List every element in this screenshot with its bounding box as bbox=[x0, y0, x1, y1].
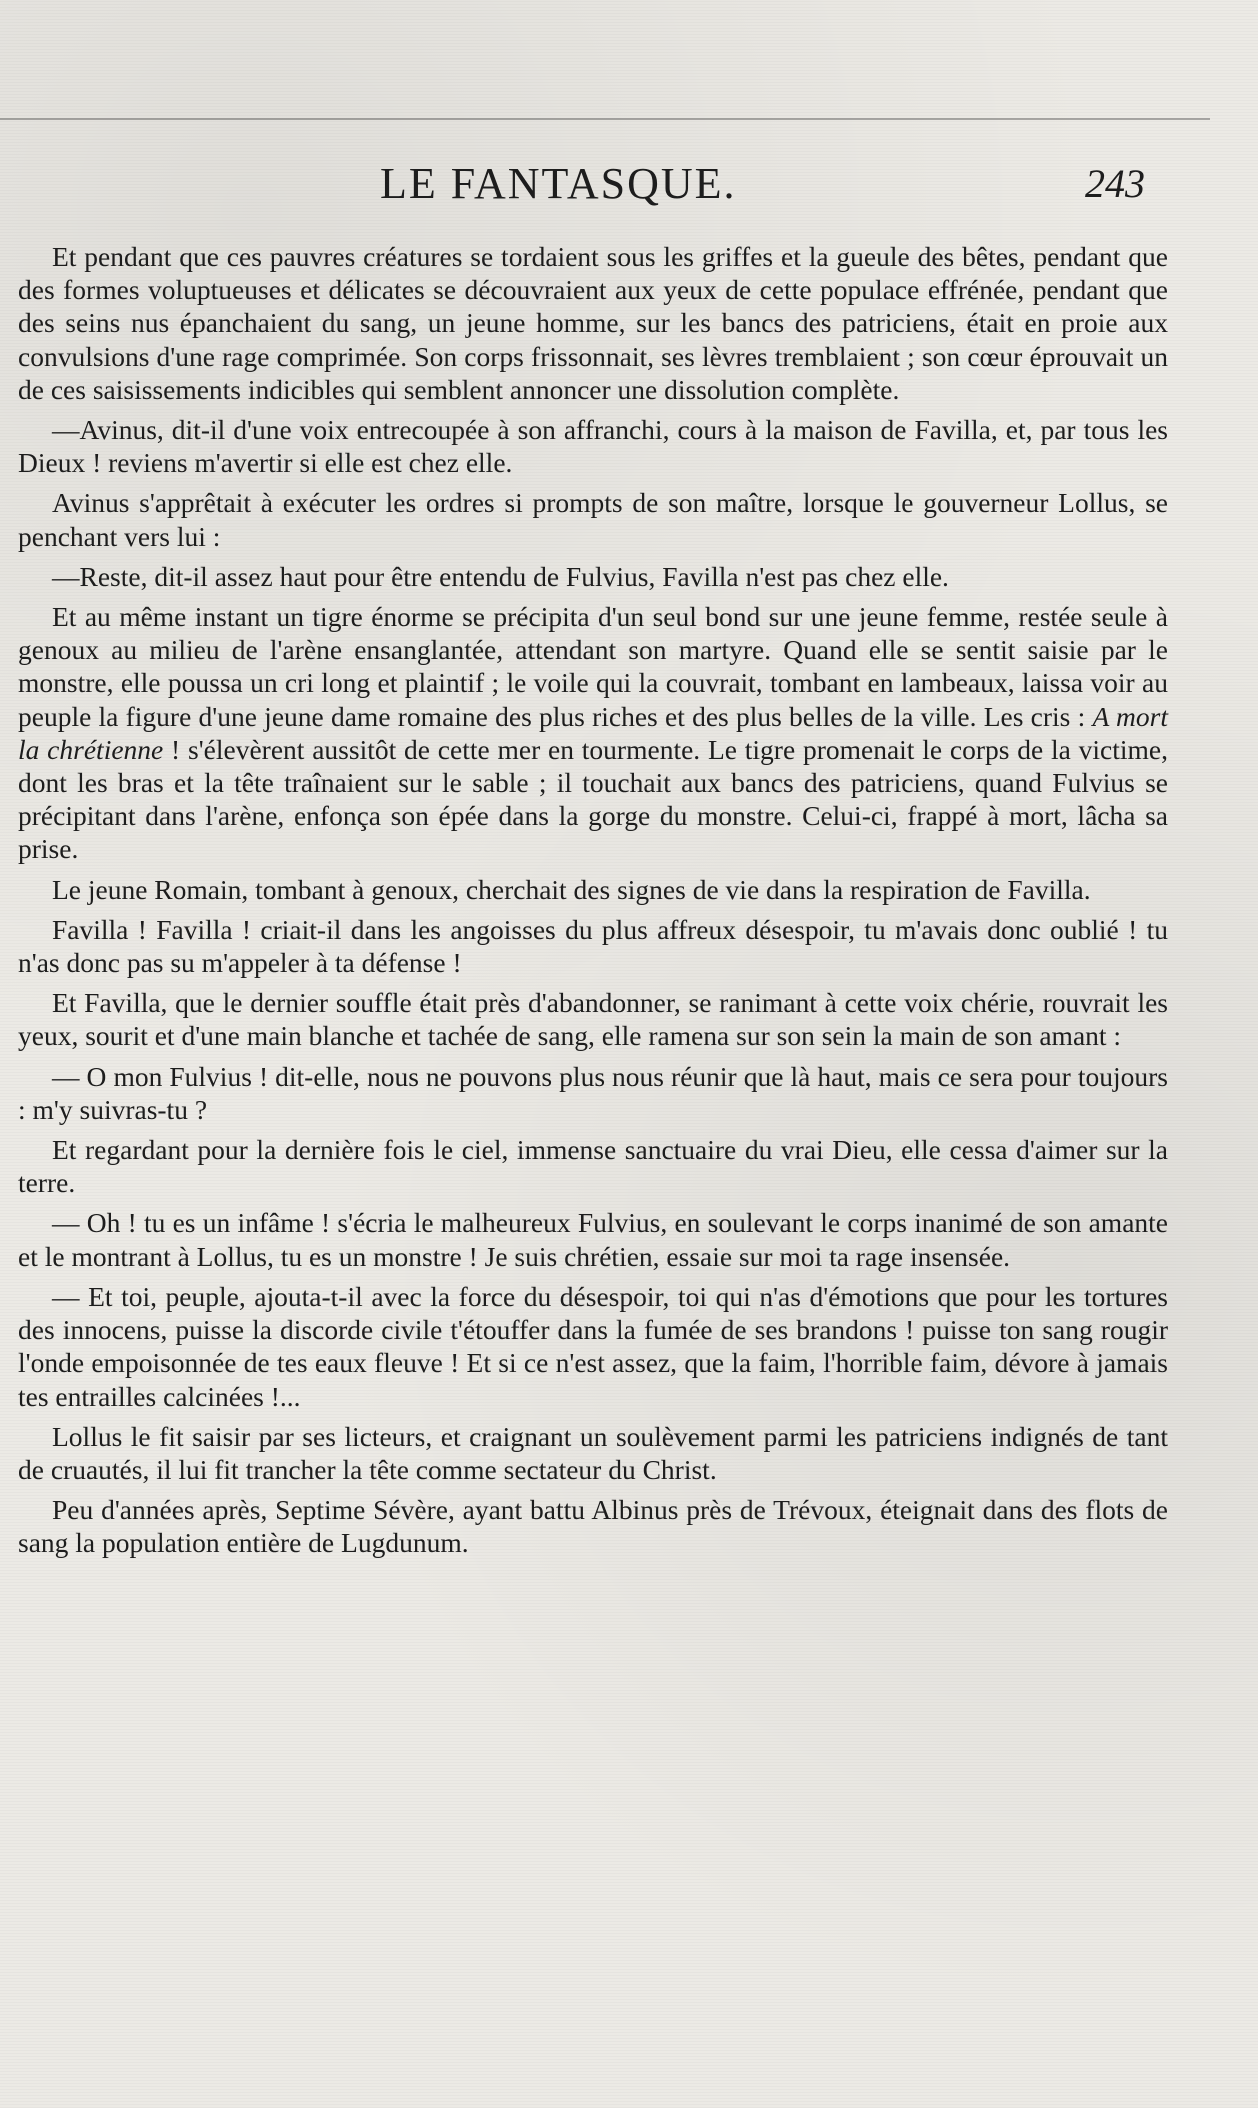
paragraph-5 bbox=[18, 600, 1168, 866]
paragraph-10: Et regardant pour la dernière fois le ciel, immense sanctuaire du vrai Dieu, elle cessa d'aimer sur la terre. bbox=[18, 1134, 1168, 1199]
paragraph-13: Lollus le fit saisir par ses licteurs, et craignant un soulèvement parmi les patriciens indignés de tant de cruautés, il lui fit trancher la tête comme sectateur du Christ. bbox=[18, 1420, 1168, 1485]
paragraph-14: Peu d'années après, Septime Sévère, ayant battu Albinus près de Trévoux, éteignait dans des flots de sang la population entière de Lugdunum. bbox=[18, 1494, 1168, 1559]
paragraph-8: Et Favilla, que le dernier souffle était près d'abandonner, se ranimant à cette voix chérie, rouvrait les yeux, sourit et d'une main blanche et tachée de sang, elle ramena sur son sein la main de son amant : bbox=[18, 987, 1168, 1052]
top-rule bbox=[0, 118, 1210, 120]
page-number: 243 bbox=[1085, 161, 1145, 206]
paragraph-5-end: ! s'élevèrent aussitôt de cette mer en tourmente. Le tigre promenait le corps de la victime, dont les bras et la tête traînaient sur le sable ; il touchait aux bancs des patriciens, quand Fulvius se précipitant dans l'arène, enfonça son épée dans la gorge du monstre. Celui-ci, frappé à mort, lâcha sa prise. bbox=[18, 733, 1168, 865]
paragraph-5-italic: A mort la chrétienne bbox=[18, 700, 1168, 765]
paragraph-3: Avinus s'apprêtait à exécuter les ordres si prompts de son maître, lorsque le gouverneur Lollus, se penchant vers lui : bbox=[18, 487, 1168, 552]
paragraph-5-start: Et au même instant un tigre énorme se précipita d'un seul bond sur une jeune femme, restée seule à genoux au milieu de l'arène ensanglantée, attendant son martyre. Quand elle se sentit saisie par le monstre, elle poussa un cri long et plaintif ; le voile qui la couvrait, tombant en lambeaux, laissa voir au peuple la figure d'une jeune dame romaine des plus riches et des plus belles de la ville. Les cris : bbox=[18, 601, 1168, 732]
paragraph-7: Favilla ! Favilla ! criait-il dans les angoisses du plus affreux désespoir, tu m'avais donc oublié ! tu n'as donc pas su m'appeler à ta défense ! bbox=[18, 913, 1168, 979]
page-title: LE FANTASQUE. bbox=[380, 159, 737, 208]
paragraph-9: — O mon Fulvius ! dit-elle, nous ne pouvons plus nous réunir que là haut, mais ce sera pour toujours : m'y suivras-tu ? bbox=[18, 1060, 1168, 1125]
running-head bbox=[0, 150, 1258, 210]
body-text bbox=[18, 240, 1168, 1567]
paragraph-12: — Et toi, peuple, ajouta-t-il avec la force du désespoir, toi qui n'as d'émotions que pour les tortures des innocens, puisse la discorde civile t'étouffer dans la fumée de ses brandons ! puisse ton sang rougir l'onde empoisonnée de tes eaux fleuve ! Et si ce n'est assez, que la faim, l'horrible faim, dévore à jamais tes entrailles calcinées !... bbox=[18, 1280, 1168, 1412]
paragraph-2: —Avinus, dit-il d'une voix entrecoupée à son affranchi, cours à la maison de Favilla, et, par tous les Dieux ! reviens m'avertir si elle est chez elle. bbox=[18, 414, 1168, 479]
paragraph-6: Le jeune Romain, tombant à genoux, cherchait des signes de vie dans la respiration de Favilla. bbox=[52, 873, 1091, 905]
paragraph-4: —Reste, dit-il assez haut pour être entendu de Fulvius, Favilla n'est pas chez elle. bbox=[52, 560, 949, 592]
paragraph-1: Et pendant que ces pauvres créatures se tordaient sous les griffes et la gueule des bêtes, pendant que des formes voluptueuses et délicates se découvraient aux yeux de cette populace effrénée, pendant que des seins nus épanchaient du sang, un jeune homme, sur les bancs des patriciens, était en proie aux convulsions d'une rage comprimée. Son corps frissonnait, ses lèvres tremblaient ; son cœur éprouvait un de ces saisissements indicibles qui semblent annoncer une dissolution complète. bbox=[18, 241, 1168, 405]
paragraph-11: — Oh ! tu es un infâme ! s'écria le malheureux Fulvius, en soulevant le corps inanimé de son amante et le montrant à Lollus, tu es un monstre ! Je suis chrétien, essaie sur moi ta rage insensée. bbox=[18, 1207, 1168, 1272]
